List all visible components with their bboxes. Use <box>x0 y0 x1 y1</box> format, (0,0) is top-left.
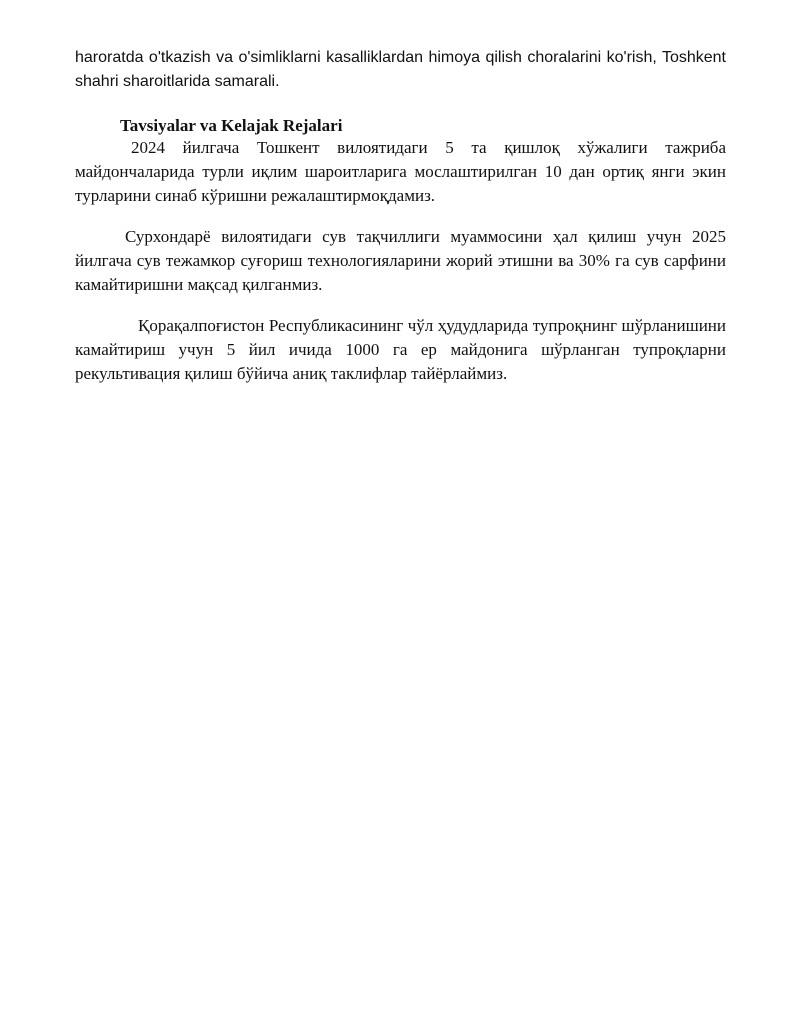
intro-paragraph: haroratda o'tkazish va o'simliklarni kasalliklardan himoya qilish choralarini ko'rish, Toshkent shahri sharoitlarida samarali. <box>75 49 726 90</box>
paragraph-surkhandarya-plan: Сурхондарё вилоятидаги сув тақчиллиги муаммосини ҳал қилиш учун 2025 йилгача сув тежамкор суғориш технологияларини жорий этишни ва 30% га сув сарфини камайтиришни мақсад қилганмиз. <box>75 227 726 294</box>
section-heading: Tavsiyalar va Kelajak Rejalari <box>120 116 343 135</box>
paragraph-karakalpakstan-plan: Қорақалпоғистон Республикасининг чўл ҳудудларида тупроқнинг шўрланишини камайтириш учун 5 йил ичида 1000 га ер майдонига шўрланган тупроқларни рекультивация қилиш бўйича аниқ таклифлар тайёрлаймиз. <box>75 316 726 383</box>
paragraph-tashkent-plan: 2024 йилгача Тошкент вилоятидаги 5 та қишлоқ хўжалиги тажриба майдончаларида турли иқлим шароитларига мослаштирилган 10 дан ортиқ янги экин турларини синаб кўришни режалаштирмоқдамиз. <box>75 138 726 205</box>
